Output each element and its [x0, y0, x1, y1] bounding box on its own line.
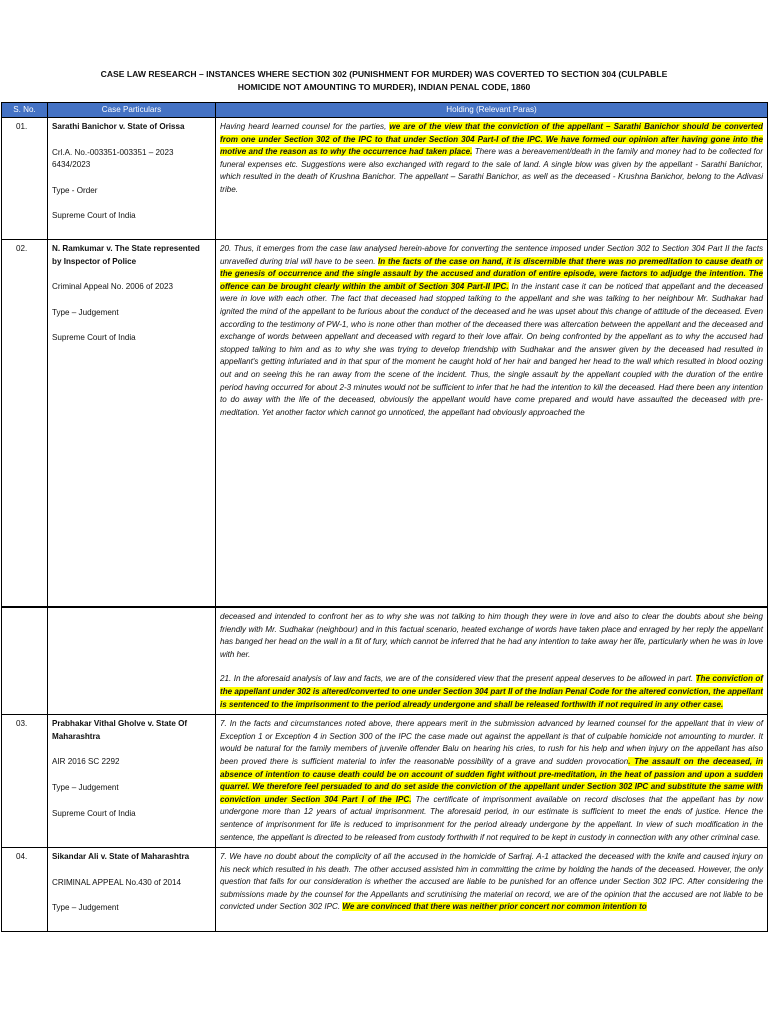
- highlighted-text: we are of the view that the conviction of the appellant – Sarathi Banichor should be converted from one under Section 302 of the IPC to that under Section 304 Part-I of the IPC. We have formed our opinion after having gone into the motive and the reason as to why the occurrence had taken place.: [220, 122, 763, 157]
- case-detail: Supreme Court of India: [52, 211, 136, 221]
- row-sno: 03.: [2, 715, 48, 848]
- holding-paragraph: [220, 851, 763, 914]
- holding-paragraph: [220, 611, 763, 661]
- row-holding: [216, 608, 768, 715]
- row-sno: 04.: [2, 848, 48, 932]
- row-holding: [216, 848, 768, 932]
- page-title: [60, 68, 708, 94]
- case-law-table-page-2: [1, 607, 768, 932]
- holding-paragraph: [220, 121, 763, 197]
- row-sno: [2, 608, 48, 715]
- row-case-particulars: [48, 848, 216, 932]
- table-row: [2, 608, 768, 715]
- case-detail: Supreme Court of India: [52, 333, 136, 343]
- case-law-table-page-1: [1, 102, 768, 607]
- holding-paragraph: [220, 718, 763, 844]
- row-holding: [216, 239, 768, 606]
- row-case-particulars: [48, 608, 216, 715]
- highlighted-text: The conviction of the appellant under 302 is altered/converted to one under Section 304 part II of the Indian Penal Code for the altered conviction, the appellant is sentenced to the imprisonment to the period already undergone and shall be released forthwith if not required in any other case.: [220, 674, 764, 709]
- row-case-particulars: [48, 239, 216, 606]
- holding-text: There was a bereavement/death in the family and money had to be collected for funeral expenses etc. Suggestions were also exchanged with regard to the sale of land. A single blow was given by the appellant - Sarathi Banichor, which resulted in the death of Krushna Banichor. The appellant – Sarathi Banichor, as well as the deceased - Krushna Banichor, belong to the Adivasi tribe.: [220, 147, 763, 194]
- case-detail: Type – Judgement: [52, 782, 119, 792]
- table-row: [2, 715, 768, 848]
- row-case-particulars: [48, 715, 216, 848]
- highlighted-text: In the facts of the case on hand, it is discernible that there was no premeditation to cause death or the genesis of occurrence and the single assault by the accused and duration of entire episode, were factors to adjudge the intention. The offence can be brought clearly within the ambit of Section 304 Part-II IPC.: [220, 256, 763, 291]
- holding-text: deceased and intended to confront her as to why she was not talking to him though they were in love and also to clear the doubts about she being friendly with Mr. Sudhakar (neighbour) and in this factual scenario, heated exchange of words have taken place and enraged by her reply the appellant has banged her head on the wall in a fit of fury, which cannot be inferred that he had any intention to take away her life, particularly when he was in love with her.: [220, 612, 763, 659]
- holding-text: 7. In the facts and circumstances noted above, there appears merit in the submission advanced by learned counsel for the appellant that in view of Exception 1 or Exception 4 in Section 300 of the IPC the case made out against the appellant is that of culpable homicide not amounting to murder. It would be natural for the family members of juvenile offender Balu on hearing his cries, to rush for his help and when injury on the appellant has also been proved there is sufficient material to infer the reasonable possibility of a grave and sudden provocation: [220, 719, 763, 766]
- case-detail: CRIMINAL APPEAL No.430 of 2014: [52, 877, 181, 887]
- case-detail: Supreme Court of India: [52, 808, 136, 818]
- case-detail: Type - Order: [52, 185, 98, 195]
- case-detail: Crl.A. No.-003351-003351 – 2023 6434/2023: [52, 147, 174, 170]
- holding-text: 20. Thus, it emerges from the case law analysed herein-above for converting the sentence imposed under Section 302 to Section 304 Part II the facts unravelled during trial will have to be seen.: [220, 243, 763, 266]
- case-title: Prabhakar Vithal Gholve v. State Of Maharashtra: [52, 719, 188, 741]
- case-detail: Criminal Appeal No. 2006 of 2023: [52, 282, 174, 292]
- page-title-line-1: CASE LAW RESEARCH – INSTANCES WHERE SECTION 302 (PUNISHMENT FOR MURDER) WAS COVERTED TO SECTION 304 (CULPABLE: [100, 69, 668, 79]
- highlighted-text: . The assault on the deceased, in absence of intention to cause death could be on account of sudden fight without pre-meditation, in the heat of passion and upon a sudden quarrel. We therefore feel persuaded to and do set aside the conviction of the appellant under Section 302 IPC and substitute the same with conviction under Section 304 Part I of the IPC.: [220, 756, 763, 804]
- holding-paragraph: [220, 243, 763, 419]
- table-header-row: [2, 103, 768, 118]
- holding-text: 7. We have no doubt about the complicity of all the accused in the homicide of Sarfraj. A-1 attacked the deceased with the knife and caused injury on his neck which resulted in his death. The other accused assisted him in committing the crime by holding the hands of the deceased. However, the only question that falls for our consideration is whether the accused are liable to be punished for an offence under Section 302 IPC. After considering the submissions made by the counsel for the Appellants and scrutinising the material on record, we are of the opinion that the accused are not liable to be convicted under Section 302 IPC.: [220, 852, 763, 912]
- header-case-particulars: Case Particulars: [48, 103, 216, 118]
- case-title: Sarathi Banichor v. State of Orissa: [52, 122, 185, 131]
- holding-text: Having heard learned counsel for the parties,: [220, 122, 390, 131]
- holding-text: In the instant case it can be noticed that appellant and the deceased were in love with each other. The fact that deceased had stopped talking to the appellant and she was talking to her neighbour Mr. Sudhakar had ignited the mind of the appellant to be furious about the conduct of the deceased and he was upset about this change of attitude of the deceased. Even according to the testimony of PW-1, who is none other than mother of the deceased there was altercation between the appellant and the deceased and exchange of words between appellant and deceased with regard to their love affair. On being confronted by the appellant as to why the accused had stopped talking to him and as to why she was trying to develop friendship with Sudhakar and the answer given by the deceased had resulted in appellant's getting infuriated and in that spur of the moment he caught hold of her hair and banged her head to the wall which resulted in blood oozing out and on seeing this he ran away from the scene of the incident. Thus, the single assault by the appellant coupled with the duration of the entire period having occurred for about 2-3 minutes would not be sufficient to infer that he had the intention to kill the deceased. Had there been any intention to do away with the life of the deceased, obviously the appellant would have come prepared and would have assaulted the deceased with pre-meditation. Yet another factor which cannot go unnoticed, the appellant had obviously approached the: [220, 281, 764, 417]
- table-row: [2, 239, 768, 606]
- case-detail: AIR 2016 SC 2292: [52, 757, 120, 767]
- row-holding: [216, 715, 768, 848]
- case-title: Sikandar Ali v. State of Maharashtra: [52, 852, 190, 862]
- case-detail: Type – Judgement: [52, 903, 119, 913]
- highlighted-text: We are convinced that there was neither prior concert nor common intention to: [342, 902, 647, 912]
- page-title-line-2: HOMICIDE NOT AMOUNTING TO MURDER), INDIAN PENAL CODE, 1860: [237, 82, 531, 92]
- row-case-particulars: [48, 118, 216, 240]
- holding-paragraph: [220, 673, 763, 711]
- holding-text: The certificate of imprisonment available on record discloses that the appellant has by now undergone more than 12 years of actual imprisonment. The aforesaid period, in our estimate is sufficient to meet the ends of justice. Hence the sentence of imprisonment for life is reduced to imprisonment for the period already undergone by the appellant. In view of such modification in the sentence, the appellant is directed to be released from custody forthwith if not required to be kept in custody in connection with any other criminal case.: [220, 794, 764, 842]
- header-sno: S. No.: [2, 103, 48, 118]
- row-sno: 02.: [2, 239, 48, 606]
- table-row: [2, 118, 768, 240]
- row-holding: [216, 118, 768, 240]
- table-row: [2, 848, 768, 932]
- case-title: N. Ramkumar v. The State represented by Inspector of Police: [52, 243, 200, 266]
- header-holding: Holding (Relevant Paras): [216, 103, 768, 118]
- row-sno: 01.: [2, 118, 48, 240]
- case-detail: Type – Judgement: [52, 307, 119, 317]
- holding-text: 21. In the aforesaid analysis of law and facts, we are of the considered view that the present appeal deserves to be allowed in part.: [220, 674, 696, 684]
